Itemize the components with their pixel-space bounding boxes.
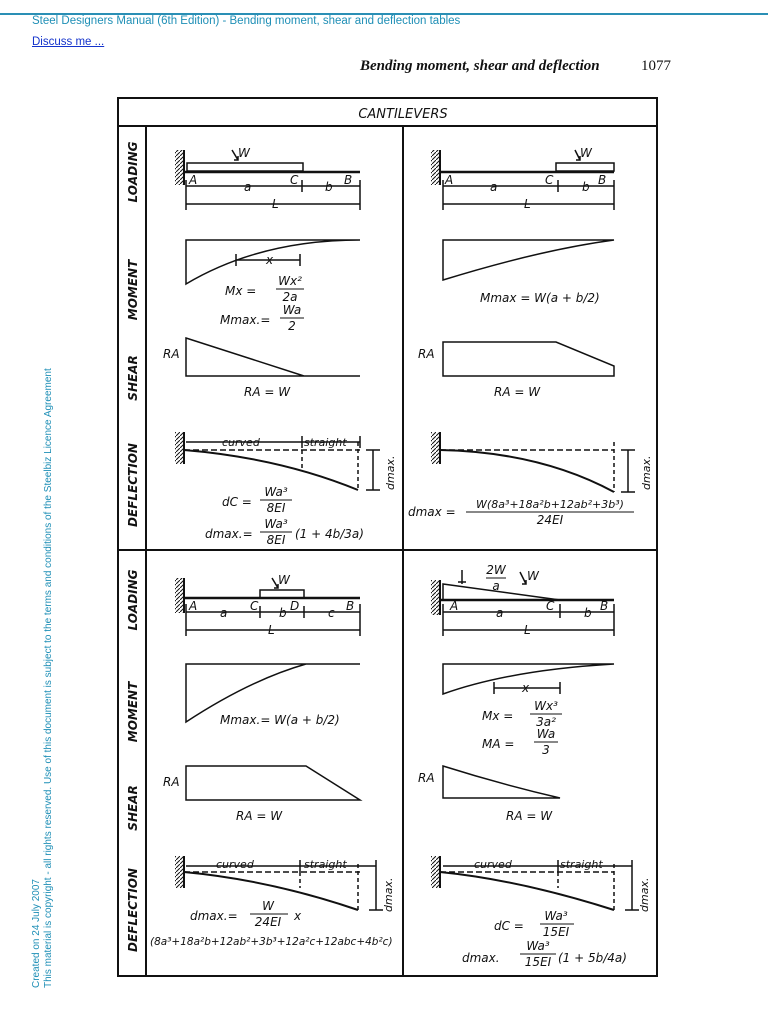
defl-eq-num: W [262, 899, 274, 913]
moment-eq1-den: 2a [282, 290, 298, 304]
load-label: W [238, 146, 250, 160]
table-frame [118, 98, 657, 976]
row-label-deflection: DEFLECTION [126, 443, 140, 527]
point-a-label: A [450, 599, 459, 613]
moment-eq1-lhs: Mx = [482, 709, 514, 723]
defl-eq2-tail: (1 + 4b/3a) [295, 527, 364, 541]
dmax-label: dmax. [638, 877, 651, 912]
copyright-text: This material is copyright - all rights reserved. Use of this document is subject to the terms and conditions of the Steelbiz Licence Agreement [43, 368, 54, 988]
row-label-deflection: DEFLECTION [126, 868, 140, 952]
defl-eq-tail: (8a³+18a²b+12ab²+3b³+12a²c+12abc+4b²c) [150, 936, 393, 948]
reaction-label: RA [418, 771, 435, 785]
panel-top-right [431, 150, 635, 492]
x-label: x [266, 253, 274, 267]
dim-b-label: b [582, 180, 590, 194]
straight-label: straight [560, 858, 603, 871]
defl-eq2-lhs: dmax. [462, 951, 500, 965]
defl-eq-num: W(8a³+18a²b+12ab²+3b³) [476, 498, 624, 511]
panel-bottom-right-labels [418, 563, 651, 969]
defl-eq1-lhs: dC = [494, 919, 524, 933]
dim-b-label: b [584, 606, 592, 620]
shear-diagram [186, 338, 360, 376]
dim-l-label: L [524, 197, 531, 211]
moment-eq: Mmax.= W(a + b/2) [220, 713, 340, 727]
defl-eq-den: 24EI [536, 513, 564, 527]
point-a-label: A [189, 599, 198, 613]
deflected-shape [184, 450, 358, 490]
defl-eq-lhs: dmax.= [190, 909, 238, 923]
row-label-loading: LOADING [126, 569, 140, 631]
dmax-label: dmax. [382, 877, 395, 912]
reaction-label: RA [163, 775, 180, 789]
fixed-support [175, 150, 184, 185]
load-label: W [527, 569, 539, 583]
row-label-moment: MOMENT [126, 681, 140, 743]
reaction-label: RA [163, 347, 180, 361]
discuss-link[interactable]: Discuss me ... [32, 36, 105, 48]
dim-b-label: b [325, 180, 333, 194]
moment-eq2-num: Wa [536, 727, 556, 741]
moment-eq2-lhs: Mmax.= [220, 313, 271, 327]
point-c-label: C [250, 599, 259, 613]
defl-eq2-lhs: dmax.= [205, 527, 253, 541]
load-label: W [580, 146, 592, 160]
reaction-label: RA [418, 347, 435, 361]
defl-eq1-den: 8EI [266, 501, 286, 515]
defl-eq1-num: Wa³ [264, 485, 288, 499]
load-label: W [278, 573, 290, 587]
defl-eq-lhs: dmax = [408, 505, 456, 519]
panel-top-right-labels [408, 146, 653, 527]
moment-eq1-den: 3a² [536, 715, 556, 729]
defl-eq2-den: 8EI [266, 533, 286, 547]
shear-eq: RA = W [494, 385, 541, 399]
defl-eq2-tail: (1 + 5b/4a) [558, 951, 627, 965]
defl-eq1-den: 15EI [542, 925, 570, 939]
moment-eq2-num: Wa [282, 303, 302, 317]
shear-eq: RA = W [244, 385, 291, 399]
row-label-shear: SHEAR [126, 355, 140, 401]
straight-label: straight [304, 858, 347, 871]
dim-l-label: L [268, 623, 275, 637]
x-label: x [522, 681, 530, 695]
moment-eq1-num: Wx³ [534, 699, 558, 713]
point-a-label: A [189, 173, 198, 187]
load-bottom-label: a [492, 579, 500, 593]
moment-eq2-den: 2 [288, 319, 296, 333]
moment-eq1-lhs: Mx = [225, 284, 257, 298]
point-b-label: B [598, 173, 607, 187]
dim-c-label: c [328, 606, 335, 620]
defl-eq1-num: Wa³ [544, 909, 568, 923]
dim-a-label: a [220, 606, 228, 620]
panel-top-left-labels [163, 146, 397, 547]
distributed-load [187, 163, 303, 171]
curved-label: curved [474, 858, 512, 871]
point-c-label: C [545, 173, 554, 187]
shear-eq: RA = W [236, 809, 283, 823]
dim-b-label: b [279, 606, 287, 620]
defl-eq1-lhs: dC = [222, 495, 252, 509]
point-b-label: B [600, 599, 609, 613]
page-number: 1077 [641, 58, 671, 74]
dim-l-label: L [524, 623, 531, 637]
defl-eq2-num: Wa³ [526, 939, 550, 953]
moment-eq2-den: 3 [542, 743, 550, 757]
moment-eq1-num: Wx² [278, 274, 302, 288]
row-label-shear: SHEAR [126, 785, 140, 831]
table-title: CANTILEVERS [358, 107, 448, 122]
point-c-label: C [546, 599, 555, 613]
point-c-label: C [290, 173, 299, 187]
row-label-moment: MOMENT [126, 259, 140, 321]
defl-eq-x: x [294, 909, 302, 923]
defl-eq2-den: 15EI [524, 955, 552, 969]
curved-label: curved [222, 436, 260, 449]
created-date: Created on 24 July 2007 [31, 879, 42, 988]
load-top-label: 2W [486, 563, 506, 577]
defl-eq-den: 24EI [254, 915, 282, 929]
dim-l-label: L [272, 197, 279, 211]
point-d-label: D [290, 599, 300, 613]
shear-eq: RA = W [506, 809, 553, 823]
dmax-label: dmax. [640, 455, 653, 490]
dmax-label: dmax. [384, 455, 397, 490]
curved-label: curved [216, 858, 254, 871]
running-head: Bending moment, shear and deflection [360, 58, 600, 74]
panel-bottom-right [431, 570, 639, 910]
point-b-label: B [344, 173, 353, 187]
document-title: Steel Designers Manual (6th Edition) - Bending moment, shear and deflection tables [32, 15, 461, 27]
moment-eq2-lhs: MA = [482, 737, 515, 751]
dim-a-label: a [496, 606, 504, 620]
panel-bottom-left [175, 578, 383, 910]
row-label-loading: LOADING [126, 141, 140, 203]
dim-a-label: a [490, 180, 498, 194]
point-a-label: A [445, 173, 454, 187]
point-b-label: B [346, 599, 355, 613]
defl-eq2-num: Wa³ [264, 517, 288, 531]
dim-a-label: a [244, 180, 252, 194]
straight-label: straight [304, 436, 347, 449]
moment-eq: Mmax = W(a + b/2) [480, 291, 600, 305]
